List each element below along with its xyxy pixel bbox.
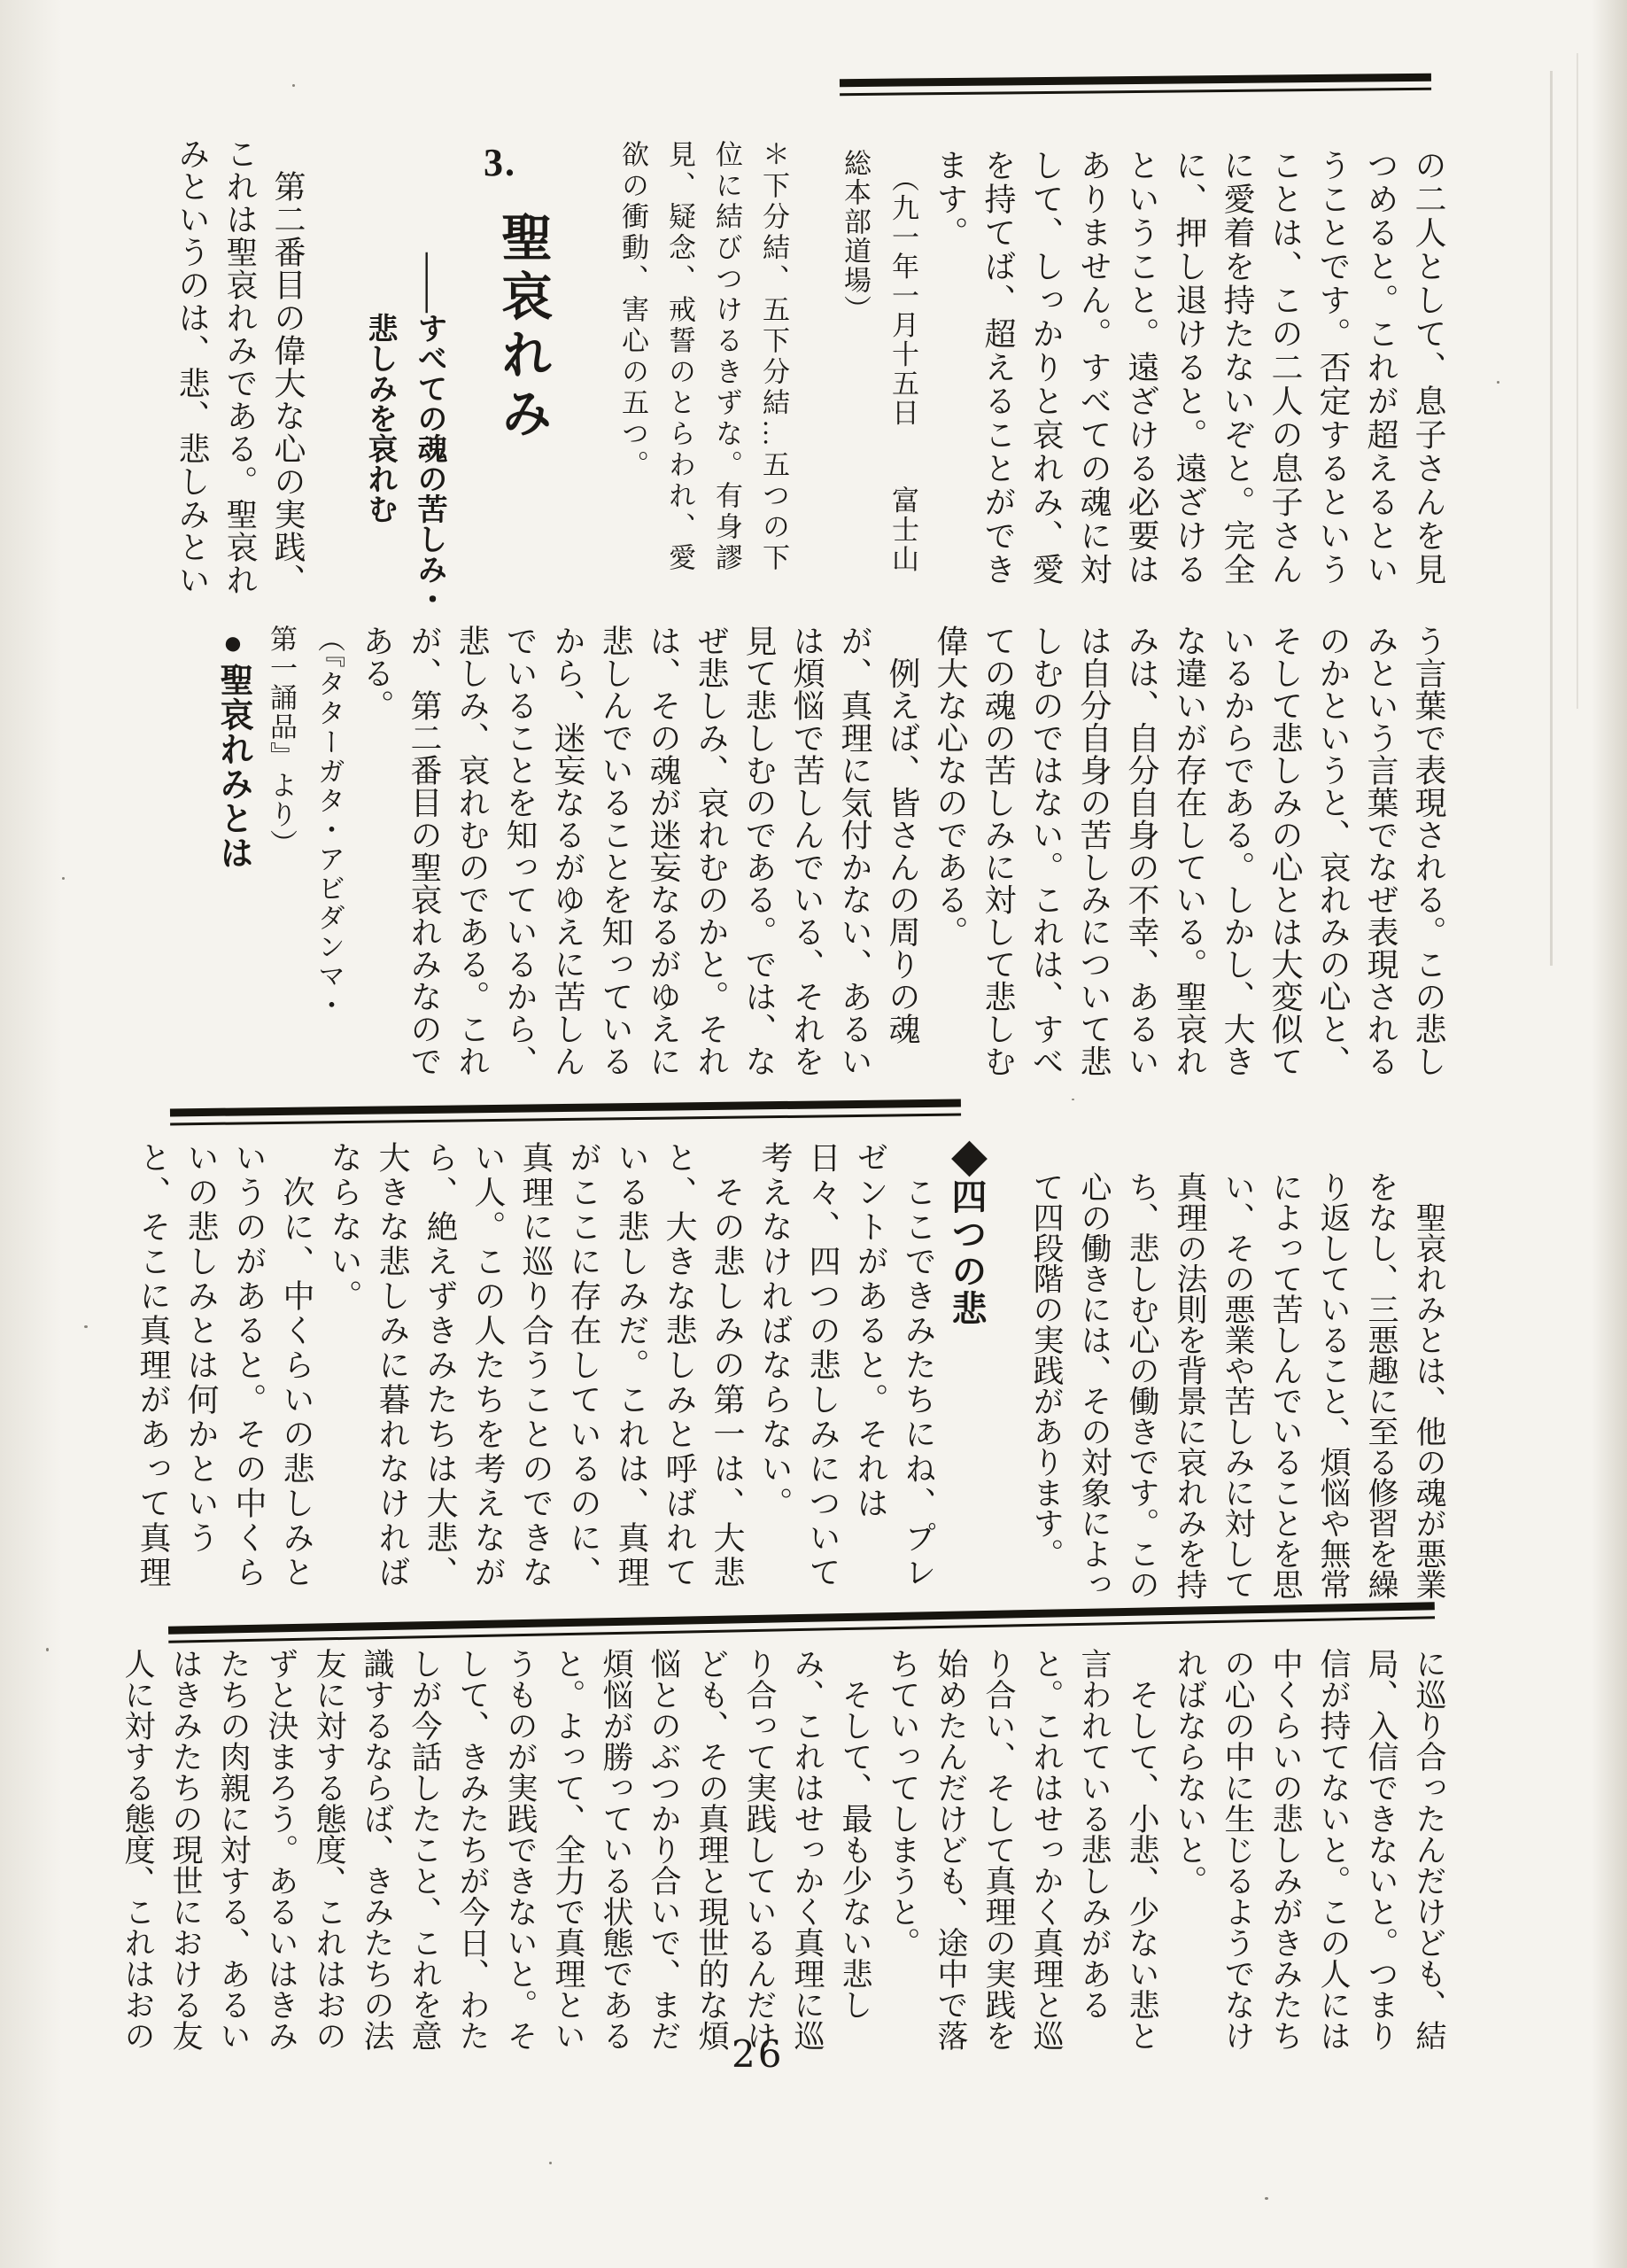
text-column: ちていってしまうと。 xyxy=(886,1648,920,1958)
text-column: 悲しみ、哀れむのである。これ xyxy=(454,625,490,1077)
page-number: 26 xyxy=(732,2032,785,2076)
text-column: 例えば、皆さんの周りの魂 xyxy=(885,625,920,1045)
chapter-subtitle xyxy=(354,252,453,625)
text-column: ます。 xyxy=(933,149,968,250)
text-column: 中くらいの悲しみがきみたち xyxy=(1268,1648,1303,2051)
footnote-block xyxy=(609,140,797,592)
text-column: みは、自分自身の不幸、あるい xyxy=(1124,625,1159,1077)
text-column: 総本部道場） xyxy=(840,149,871,324)
text-column: しが今話したこと、これを意 xyxy=(407,1648,442,2051)
text-column: が、第二番目の聖哀れみなので xyxy=(407,625,442,1077)
text-column: ということ。遠ざける必要は xyxy=(1124,149,1159,586)
text-column: が、真理に気付かない、あるい xyxy=(837,625,872,1077)
text-column: ありません。すべての魂に対 xyxy=(1076,149,1112,586)
text-column: ＊下分結、五下分結…五つの下 xyxy=(758,140,789,574)
section-divider-middle xyxy=(170,1099,961,1126)
text-column: 真理の法則を背景に哀れみを持 xyxy=(1173,1171,1207,1599)
text-column: がここに存在しているのに、 xyxy=(566,1141,601,1590)
scan-speck xyxy=(1497,381,1499,384)
text-column: から、迷妄なるがゆえに苦しん xyxy=(550,625,585,1077)
text-column: たちの肉親に対する、あるい xyxy=(216,1648,251,2051)
scan-speck xyxy=(1265,2197,1268,2200)
text-column: ここできみたちにね、プレ xyxy=(901,1141,936,1590)
text-column: う言葉で表現される。この悲し xyxy=(1411,625,1446,1077)
scan-speck xyxy=(84,1325,88,1328)
intro-paragraph-block xyxy=(168,137,312,607)
page-crease xyxy=(1577,53,1578,709)
text-column: いうのがあると。その中くら xyxy=(231,1141,267,1590)
scan-shadow-left xyxy=(0,0,62,2268)
text-column: うことです。否定するという xyxy=(1315,149,1351,586)
text-column: みというのは、悲、悲しみとい xyxy=(174,137,210,596)
text-column: その悲しみの第一は、大悲 xyxy=(709,1141,745,1590)
text-column: は、その魂が迷妄なるがゆえに xyxy=(646,625,681,1077)
text-column: ずと決まろう。あるいはきみ xyxy=(264,1648,298,2051)
text-column: に、押し退けると。遠ざける xyxy=(1172,149,1207,586)
text-column: な違いが存在している。聖哀れ xyxy=(1172,625,1207,1077)
text-column: に巡り合ったんだけども、結 xyxy=(1412,1648,1446,2051)
scan-shadow-right xyxy=(1592,0,1627,2268)
chapter-number: 3. xyxy=(484,141,516,184)
scan-speck xyxy=(62,877,65,880)
text-column: の二人として、息子さんを見 xyxy=(1411,149,1446,586)
definition-paragraph-block xyxy=(1022,1171,1453,1610)
text-column: しむのではない。これは、すべ xyxy=(1028,625,1064,1077)
text-column: 悩とのぶつかり合いで、まだ xyxy=(647,1648,681,2051)
text-column: 見て悲しむのである。では、な xyxy=(741,625,777,1077)
text-column: 人に対する態度、これはおの xyxy=(120,1648,155,2051)
text-column: 第一誦品』より） xyxy=(266,625,297,858)
text-column: をなし、三悪趣に至る修習を繰 xyxy=(1364,1171,1398,1599)
text-column: のかというと、哀れみの心と、 xyxy=(1315,625,1351,1077)
text-column: うものが実践できないと。そ xyxy=(503,1648,538,2051)
text-column: に愛着を持たないぞと。完全 xyxy=(1220,149,1255,586)
text-column: 位に結びつけるきずな。有身謬 xyxy=(711,140,742,574)
text-column: と、大きな悲しみと呼ばれて xyxy=(662,1141,697,1590)
text-column: み、これはせっかく真理に巡 xyxy=(790,1648,825,2051)
text-column: ことは、この二人の息子さん xyxy=(1267,149,1303,586)
text-column: みという言葉でなぜ表現される xyxy=(1363,625,1398,1077)
text-column: ある。 xyxy=(359,625,394,722)
text-column: 欲の衝動、害心の五つ。 xyxy=(617,140,648,481)
text-column: （九一年一月十五日 富士山 xyxy=(887,149,918,574)
text-column: と。よって、全力で真理とい xyxy=(551,1648,585,2051)
text-column: り合って実践しているんだけ xyxy=(742,1648,777,2051)
text-column: ならない。 xyxy=(327,1141,362,1314)
text-column: つめると。これが超えるとい xyxy=(1363,149,1398,586)
text-column: 偉大な心なのである。 xyxy=(933,625,968,948)
text-column: ども、その真理と現世的な煩 xyxy=(694,1648,729,2051)
text-column: い人。この人たちを考えなが xyxy=(470,1141,506,1590)
text-column: いる悲しみだ。これは、真理 xyxy=(614,1141,649,1590)
text-column: そして悲しみの心とは大変似て xyxy=(1267,625,1303,1077)
section-divider-top xyxy=(840,74,1431,96)
text-column: して、きみたちが今日、わた xyxy=(455,1648,490,2051)
text-column: ゼントがあると。それは xyxy=(853,1141,888,1521)
scan-speck xyxy=(292,84,295,87)
text-column: ぜ悲しみ、哀れむのかと。それ xyxy=(693,625,729,1077)
lecture-quote-block xyxy=(831,149,1453,610)
text-column: ての魂の苦しみに対して悲しむ xyxy=(980,625,1016,1077)
text-column: と、そこに真理があって真理 xyxy=(136,1141,171,1590)
text-column: 心の働きには、その対象によっ xyxy=(1077,1171,1112,1599)
bottom-text-block xyxy=(113,1648,1453,2064)
text-column: によって苦しんでいることを思 xyxy=(1268,1171,1303,1599)
text-column: いの悲しみとは何かという xyxy=(183,1141,219,1556)
text-column: を持てば、超えることができ xyxy=(980,149,1016,586)
text-column: 悲しみを哀れむ xyxy=(363,252,396,524)
text-column: ら、絶えずきみたちは大悲、 xyxy=(422,1141,458,1590)
text-column: いるからである。しかし、大き xyxy=(1220,625,1255,1077)
text-column: でいることを知っているから、 xyxy=(502,625,538,1077)
chapter-title: 聖哀れみ xyxy=(493,211,551,445)
text-column: 煩悩が勝っている状態である xyxy=(599,1648,633,2051)
text-column: り返していること、煩悩や無常 xyxy=(1316,1171,1351,1599)
scan-speck xyxy=(1072,1099,1074,1100)
text-column: 言われている悲しみがある xyxy=(1077,1648,1112,2020)
scan-speck xyxy=(549,2162,552,2164)
text-column: 大きな悲しみに暮れなければ xyxy=(375,1141,410,1590)
text-column: て四段階の実践があります。 xyxy=(1029,1171,1064,1569)
page-crease xyxy=(1550,71,1553,966)
text-column: ●聖哀れみとは xyxy=(214,625,252,870)
text-column: 見、疑念、戒誓のとらわれ、愛 xyxy=(664,140,695,574)
text-column: 次に、中くらいの悲しみと xyxy=(279,1141,314,1590)
text-column: は自分自身の苦しみについて悲 xyxy=(1076,625,1112,1077)
text-column: 識するならば、きみたちの法 xyxy=(360,1648,394,2051)
text-column: い、その悪業や苦しみに対して xyxy=(1220,1171,1255,1599)
text-column: 悲しんでいることを知っている xyxy=(598,625,633,1077)
text-column: は煩悩で苦しんでいる、それを xyxy=(789,625,825,1077)
text-column: これは聖哀れみである。聖哀れ xyxy=(222,137,258,596)
text-column: 聖哀れみとは、他の魂が悪業 xyxy=(1412,1171,1446,1599)
text-column: （『タターガタ・アビダンマ・ xyxy=(314,625,345,1021)
text-column: 日々、四つの悲しみについて xyxy=(805,1141,841,1590)
text-column: 局、入信できないと。つまり xyxy=(1364,1648,1398,2051)
text-column: 友に対する態度、これはおの xyxy=(312,1648,346,2051)
text-column: 第二番目の偉大な心の実践、 xyxy=(270,137,306,596)
text-column: 考えなければならない。 xyxy=(757,1141,793,1521)
text-column: と。これはせっかく真理と巡 xyxy=(1029,1648,1064,2051)
scan-speck xyxy=(46,1648,49,1651)
text-column: 信が持てないと。この人には xyxy=(1316,1648,1351,2051)
body-text-block xyxy=(209,625,1453,1085)
text-column: ち、悲しむ心の働きです。この xyxy=(1125,1171,1159,1599)
text-column: の心の中に生じるようでなけ xyxy=(1220,1648,1255,2051)
text-column: ◆四つの悲 xyxy=(947,1141,987,1327)
text-column: 真理に巡り合うことのできな xyxy=(518,1141,554,1590)
text-column: して、しっかりと哀れみ、愛 xyxy=(1028,149,1064,586)
text-column: ――すべての魂の苦しみ・ xyxy=(413,252,445,614)
text-column: ればならないと。 xyxy=(1173,1648,1207,1896)
text-column: そして、最も少ない悲し xyxy=(838,1648,872,2020)
text-column: 始めたんだけども、途中で落 xyxy=(934,1648,968,2051)
text-column: そして、小悲、少ない悲と xyxy=(1125,1648,1159,2051)
text-column: り合い、そして真理の実践を xyxy=(981,1648,1016,2051)
text-column: はきみたちの現世における友 xyxy=(168,1648,203,2051)
four-sorrows-section-block xyxy=(129,1141,990,1602)
